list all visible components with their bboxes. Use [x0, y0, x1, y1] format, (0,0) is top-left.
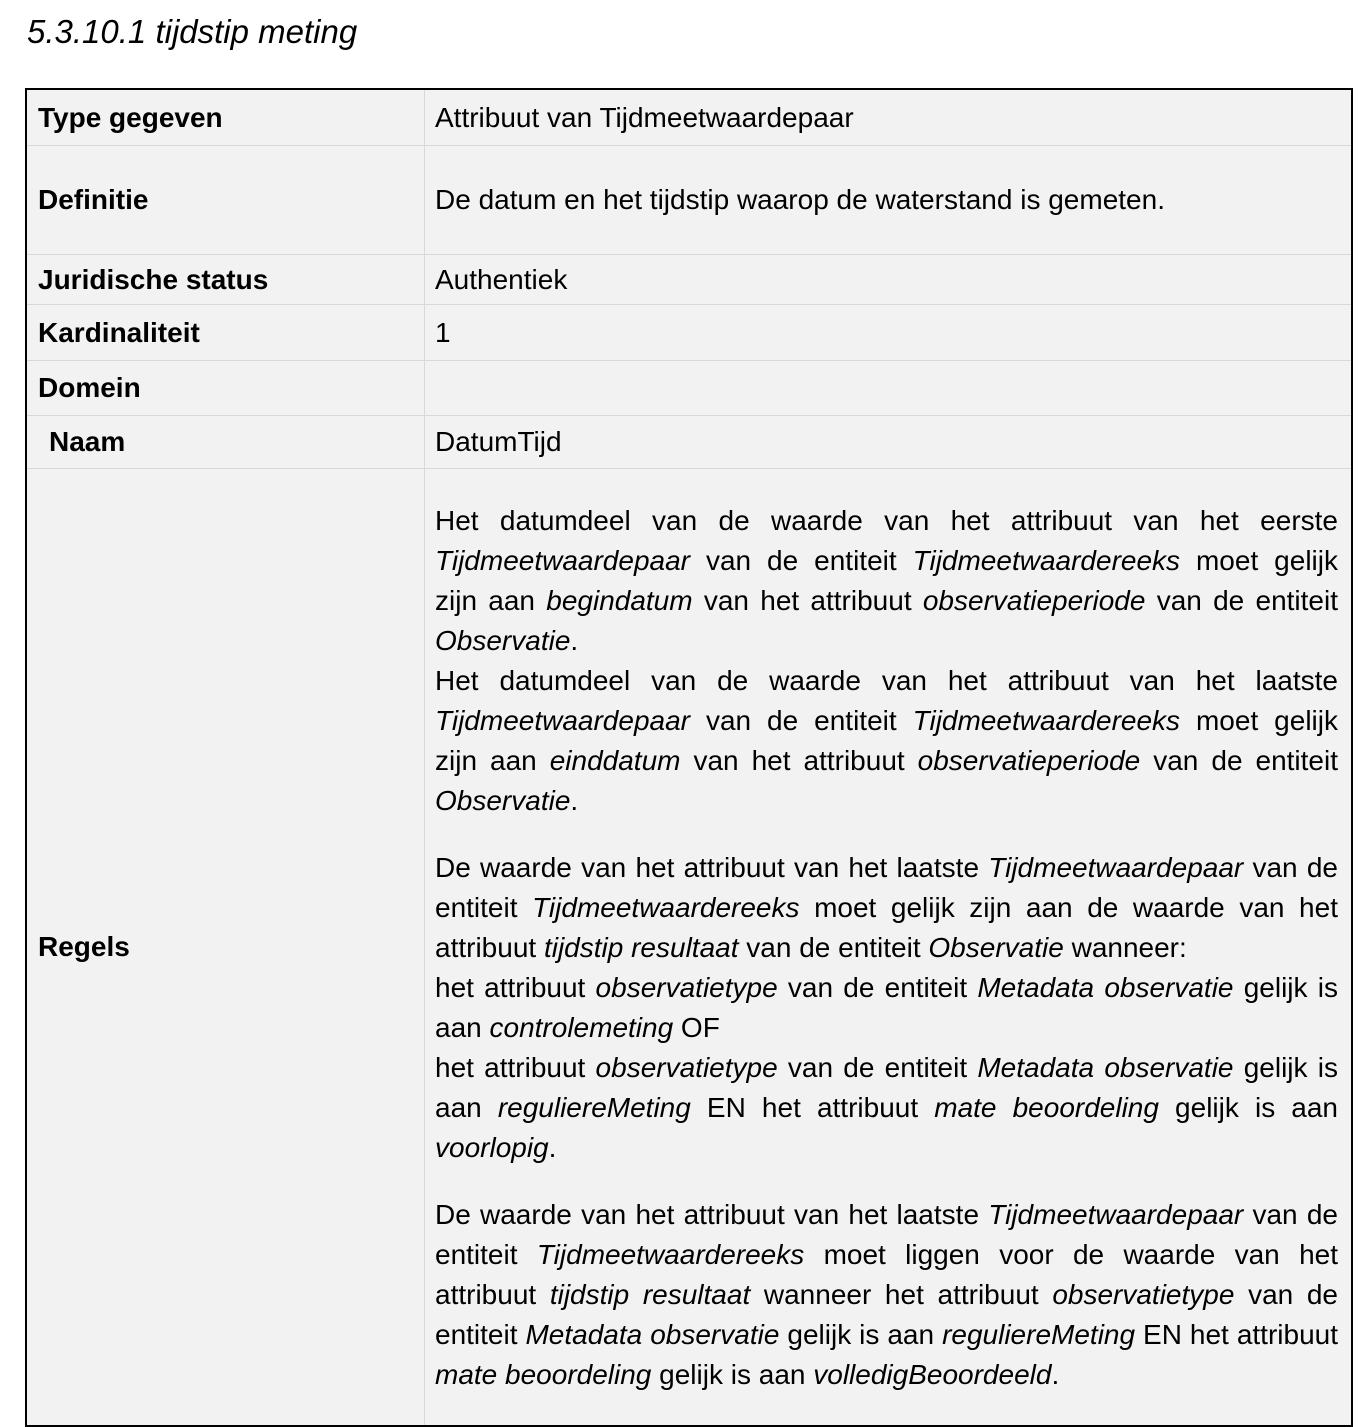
- regels-paragraph: Het datumdeel van de waarde van het attribuut van het eerste Tijdmeetwaardepaar van de entiteit Tijdmeetwaardereeks moet gelijk zijn aan begindatum van het attribuut observatieperiode van de entiteit Observatie.: [435, 505, 1339, 656]
- regels-paragraph: Het datumdeel van de waarde van het attribuut van het laatste Tijdmeetwaardepaar van de entiteit Tijdmeetwaardereeks moet gelijk zijn aan einddatum van het attribuut observatieperiode van de entiteit Observatie.: [435, 665, 1338, 816]
- row-label: Naam: [27, 416, 425, 468]
- row-value: DatumTijd: [435, 426, 562, 458]
- row-value: 1: [435, 316, 451, 348]
- row-value: Attribuut van Tijdmeetwaardepaar: [435, 101, 854, 133]
- row-value: Authentiek: [435, 263, 568, 295]
- table-row-kardinaliteit: [27, 304, 1351, 360]
- row-value: [425, 361, 1351, 415]
- regels-paragraph: het attribuut observatietype van de entiteit Metadata observatie gelijk is aan controlemeting OF: [435, 972, 1338, 1043]
- table-row-juridische-status: [27, 254, 1351, 304]
- row-label: Kardinaliteit: [27, 305, 425, 360]
- row-label: Domein: [27, 361, 425, 415]
- table-row-definitie: [27, 145, 1351, 254]
- row-label: Juridische status: [27, 255, 425, 304]
- table-row-naam: [27, 415, 1351, 468]
- regels-paragraph: het attribuut observatietype van de entiteit Metadata observatie gelijk is aan reguliereMeting EN het attribuut mate beoordeling gelijk is aan voorlopig.: [435, 1052, 1339, 1163]
- row-value: De datum en het tijdstip waarop de waterstand is gemeten.: [435, 184, 1165, 216]
- regels-paragraph: De waarde van het attribuut van het laatste Tijdmeetwaardepaar van de entiteit Tijdmeetwaardereeks moet liggen voor de waarde van het attribuut tijdstip resultaat wanneer het attribuut observatietype van de entiteit Metadata observatie gelijk is aan reguliereMeting EN het attribuut mate beoordeling gelijk is aan volledigBeoordeeld.: [435, 1199, 1338, 1390]
- row-label: Type gegeven: [27, 90, 425, 145]
- table-row-regels: [27, 468, 1351, 1425]
- section-heading: 5.3.10.1 tijdstip meting: [27, 13, 358, 50]
- row-label: Regels: [27, 469, 425, 1425]
- row-label: Definitie: [27, 146, 425, 254]
- attribute-table: [25, 88, 1353, 1427]
- table-row-type-gegeven: [27, 90, 1351, 145]
- regels-paragraphs: [425, 469, 1351, 1425]
- table-row-domein: [27, 360, 1351, 415]
- regels-paragraph: De waarde van het attribuut van het laatste Tijdmeetwaardepaar van de entiteit Tijdmeetwaardereeks moet gelijk zijn aan de waarde van het attribuut tijdstip resultaat van de entiteit Observatie wanneer:: [435, 852, 1338, 963]
